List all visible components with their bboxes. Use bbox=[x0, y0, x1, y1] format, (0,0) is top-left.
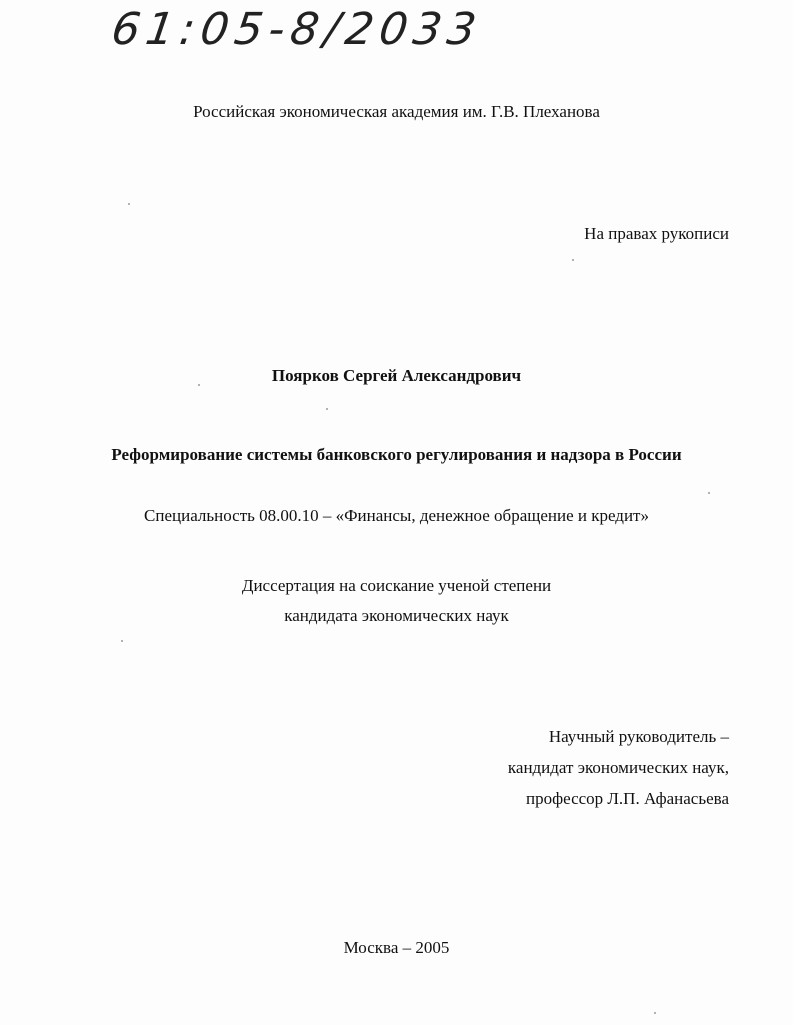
scan-speck bbox=[326, 408, 328, 410]
handwritten-archive-code: 61:05-8/2033 bbox=[108, 4, 486, 55]
dissertation-title: Реформирование системы банковского регулирования и надзора в России bbox=[111, 445, 682, 464]
manuscript-note: На правах рукописи bbox=[584, 224, 729, 243]
institution-name: Российская экономическая академия им. Г.В. Плеханова bbox=[193, 102, 600, 121]
scan-speck bbox=[121, 640, 123, 642]
author-name: Поярков Сергей Александрович bbox=[271, 366, 522, 385]
scan-speck bbox=[708, 492, 710, 494]
scan-speck bbox=[654, 1012, 656, 1014]
scan-speck bbox=[198, 384, 200, 386]
supervisor-line-2: кандидат экономических наук, bbox=[507, 758, 729, 777]
degree-line-1: Диссертация на соискание ученой степени bbox=[241, 576, 552, 595]
scan-speck bbox=[128, 203, 130, 205]
specialty: Специальность 08.00.10 – «Финансы, денежное обращение и кредит» bbox=[144, 506, 649, 525]
supervisor-line-3: профессор Л.П. Афанасьева bbox=[525, 789, 729, 808]
scan-speck bbox=[572, 259, 574, 261]
degree-line-2: кандидата экономических наук bbox=[284, 606, 509, 625]
place-and-year: Москва – 2005 bbox=[343, 938, 450, 957]
supervisor-line-1: Научный руководитель – bbox=[548, 727, 729, 746]
